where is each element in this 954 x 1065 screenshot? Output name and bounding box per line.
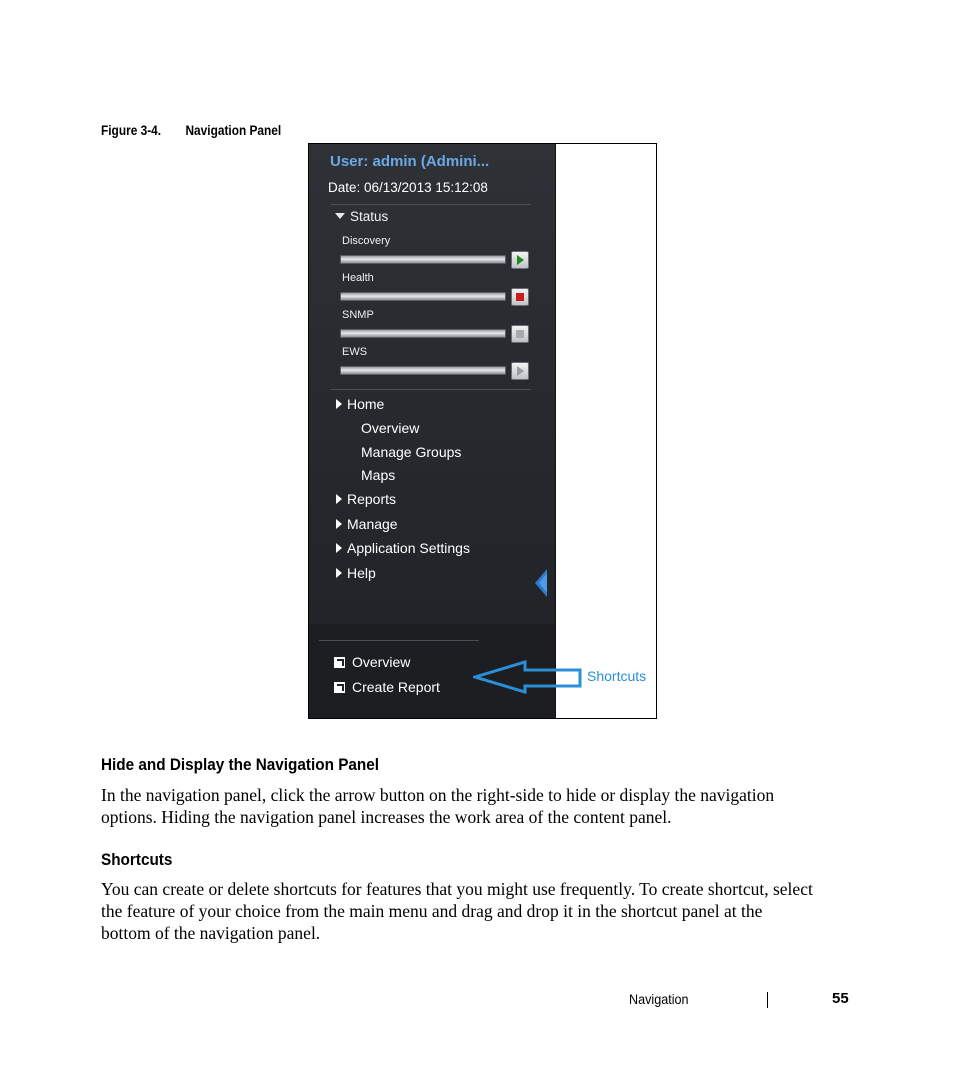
status-label-health: Health — [342, 272, 374, 284]
divider — [331, 389, 531, 390]
divider — [319, 640, 479, 641]
user-label: User: admin (Admini... — [330, 153, 490, 170]
footer-divider — [767, 992, 768, 1008]
figure-number: Figure 3-4. — [101, 123, 162, 138]
triangle-right-icon — [336, 568, 342, 578]
status-label-snmp: SNMP — [342, 309, 374, 321]
figure-caption — [101, 123, 281, 138]
section-paragraph-hide-display: In the navigation panel, click the arrow button on the right-side to hide or display the navigation options. Hiding the navigation panel increases the work area of the content panel. — [101, 785, 775, 827]
divider — [331, 204, 531, 205]
callout-label: Shortcuts — [587, 668, 647, 684]
menu-item-home[interactable]: Home — [336, 396, 384, 412]
menu-item-reports[interactable]: Reports — [336, 491, 396, 507]
triangle-right-icon — [336, 494, 342, 504]
shortcut-arrow-icon — [334, 682, 345, 693]
menu-subitem-overview[interactable]: Overview — [361, 420, 420, 436]
progress-bar-health — [340, 292, 506, 301]
triangle-right-icon — [336, 543, 342, 553]
stop-icon — [516, 293, 524, 301]
figure-frame — [308, 143, 657, 719]
stop-icon — [516, 330, 524, 338]
shortcut-overview[interactable]: Overview — [334, 654, 410, 670]
callout-arrow-icon — [473, 660, 583, 694]
shortcut-create-report[interactable]: Create Report — [334, 679, 440, 695]
figure-title: Navigation Panel — [185, 123, 282, 138]
progress-bar-snmp — [340, 329, 506, 338]
snmp-stop-button[interactable] — [511, 325, 529, 343]
navigation-panel — [309, 144, 556, 718]
collapse-arrow-icon[interactable] — [535, 569, 547, 597]
menu-subitem-maps[interactable]: Maps — [361, 467, 396, 483]
date-label: Date: 06/13/2013 15:12:08 — [328, 180, 488, 195]
shortcut-arrow-icon — [334, 657, 345, 668]
menu-item-help[interactable]: Help — [336, 565, 376, 581]
status-toggle[interactable] — [335, 209, 388, 224]
ews-start-button[interactable] — [511, 362, 529, 380]
section-paragraph-shortcuts: You can create or delete shortcuts for features that you might use frequently. To create shortcut, select the feature of your choice from the main menu and drag and drop it in the shortcut panel at the bottom of the navigation panel. — [101, 879, 813, 943]
triangle-down-icon — [335, 213, 345, 219]
progress-bar-ews — [340, 366, 506, 375]
status-heading: Status — [350, 209, 389, 224]
health-stop-button[interactable] — [511, 288, 529, 306]
section-heading-shortcuts: Shortcuts — [101, 850, 173, 869]
discovery-start-button[interactable] — [511, 251, 529, 269]
play-icon — [517, 366, 524, 376]
play-icon — [517, 255, 524, 265]
triangle-right-icon — [336, 399, 342, 409]
status-label-ews: EWS — [342, 346, 368, 358]
status-label-discovery: Discovery — [342, 235, 391, 247]
page-number: 55 — [832, 990, 849, 1007]
section-heading-hide-display: Hide and Display the Navigation Panel — [101, 755, 380, 774]
menu-item-application-settings[interactable]: Application Settings — [336, 540, 470, 556]
triangle-right-icon — [336, 519, 342, 529]
menu-subitem-manage-groups[interactable]: Manage Groups — [361, 444, 462, 460]
menu-item-manage[interactable]: Manage — [336, 516, 398, 532]
footer-section-name: Navigation — [629, 991, 689, 1007]
progress-bar-discovery — [340, 255, 506, 264]
